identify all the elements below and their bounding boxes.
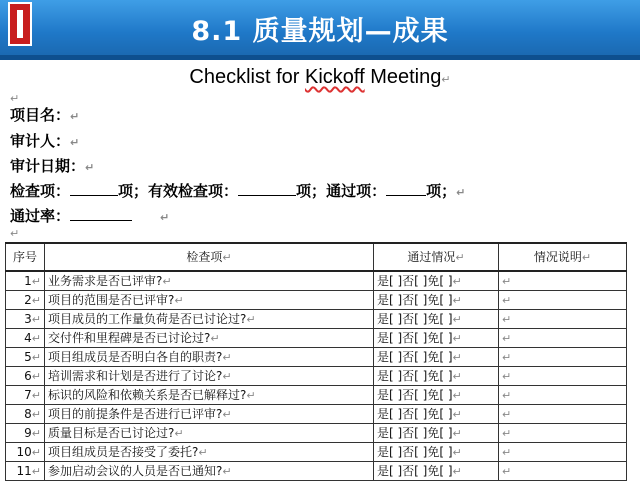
valid-items-blank[interactable] — [238, 180, 296, 196]
document-title-text — [189, 66, 441, 88]
row-check-item-text: 质量目标是否已讨论过? — [48, 425, 175, 440]
paragraph-mark: ↵ — [31, 350, 41, 364]
paragraph-mark: ↵ — [10, 92, 20, 105]
row-check-item — [45, 329, 374, 348]
check-items-label: 检查项： — [10, 182, 71, 200]
row-number-text: 5 — [24, 349, 32, 364]
table-row — [6, 462, 627, 481]
row-pass-status-text[interactable]: 是[ ]否[ ]免[ ] — [377, 463, 453, 478]
row-pass-status[interactable] — [374, 291, 499, 310]
row-pass-status-text[interactable]: 是[ ]否[ ]免[ ] — [377, 368, 453, 383]
checklist-table — [5, 242, 627, 481]
passed-items-unit: 项； — [426, 182, 457, 200]
paragraph-mark: ↵ — [502, 407, 512, 421]
row-check-item-text: 参加启动会议的人员是否已通知? — [48, 463, 223, 478]
row-number-text: 6 — [24, 368, 32, 383]
table-header-row — [6, 243, 627, 271]
row-pass-status[interactable] — [374, 271, 499, 291]
paragraph-mark: ↵ — [452, 293, 462, 307]
row-number — [6, 386, 45, 405]
row-pass-status-text[interactable]: 是[ ]否[ ]免[ ] — [377, 330, 453, 345]
row-check-item — [45, 405, 374, 424]
row-number — [6, 329, 45, 348]
paragraph-mark: ↵ — [502, 388, 512, 402]
paragraph-mark: ↵ — [452, 331, 462, 345]
title-banner — [0, 0, 640, 60]
paragraph-mark: ↵ — [452, 407, 462, 421]
paragraph-mark: ↵ — [31, 426, 41, 440]
paragraph-mark: ↵ — [502, 274, 512, 288]
row-pass-status-text[interactable]: 是[ ]否[ ]免[ ] — [377, 425, 453, 440]
row-check-item-text: 标识的风险和依赖关系是否已解释过? — [48, 387, 247, 402]
paragraph-mark: ↵ — [222, 407, 232, 421]
row-pass-status-text[interactable]: 是[ ]否[ ]免[ ] — [377, 273, 453, 288]
title-prefix: Checklist for — [189, 66, 305, 88]
row-notes[interactable] — [499, 443, 627, 462]
paragraph-mark: ↵ — [31, 445, 41, 459]
row-pass-status[interactable] — [374, 367, 499, 386]
row-number-text: 2 — [24, 292, 32, 307]
table-row — [6, 291, 627, 310]
auditor-field — [10, 130, 79, 151]
paragraph-mark: ↵ — [452, 312, 462, 326]
row-number — [6, 291, 45, 310]
row-check-item — [45, 348, 374, 367]
paragraph-mark: ↵ — [222, 369, 232, 383]
row-notes[interactable] — [499, 386, 627, 405]
row-check-item-text: 项目组成员是否明白各自的职责? — [48, 349, 223, 364]
row-check-item — [45, 424, 374, 443]
audit-date-label: 审计日期： — [10, 157, 86, 175]
row-pass-status[interactable] — [374, 424, 499, 443]
audit-date-field — [10, 155, 94, 176]
row-pass-status-text[interactable]: 是[ ]否[ ]免[ ] — [377, 387, 453, 402]
col-header-item — [45, 243, 374, 271]
row-pass-status[interactable] — [374, 386, 499, 405]
paragraph-mark: ↵ — [210, 331, 220, 345]
row-check-item-text: 项目组成员是否接受了委托? — [48, 444, 199, 459]
row-check-item-text: 项目的前提条件是否进行已评审? — [48, 406, 223, 421]
paragraph-mark: ↵ — [502, 312, 512, 326]
valid-items-label: 有效检查项： — [148, 182, 239, 200]
table-row — [6, 443, 627, 462]
col-header-number — [6, 243, 45, 271]
row-number-text: 1 — [24, 273, 32, 288]
paragraph-mark: ↵ — [31, 331, 41, 345]
row-notes[interactable] — [499, 291, 627, 310]
row-number-text: 9 — [24, 425, 32, 440]
passed-items-label: 通过项： — [326, 182, 387, 200]
row-number — [6, 271, 45, 291]
pass-rate-field — [10, 205, 169, 226]
title-kickoff-word: Kickoff — [304, 66, 365, 88]
row-number-text: 8 — [24, 406, 32, 421]
paragraph-mark: ↵ — [70, 110, 80, 123]
row-number — [6, 424, 45, 443]
paragraph-mark: ↵ — [31, 312, 41, 326]
row-notes[interactable] — [499, 348, 627, 367]
check-items-blank[interactable] — [70, 180, 118, 196]
row-pass-status[interactable] — [374, 310, 499, 329]
row-pass-status[interactable] — [374, 348, 499, 367]
row-notes[interactable] — [499, 367, 627, 386]
row-pass-status[interactable] — [374, 443, 499, 462]
row-number-text: 10 — [16, 444, 32, 459]
pass-rate-blank[interactable] — [70, 205, 132, 221]
row-number — [6, 443, 45, 462]
row-check-item — [45, 271, 374, 291]
row-notes[interactable] — [499, 462, 627, 481]
row-check-item-text: 项目的范围是否已评审? — [48, 292, 175, 307]
paragraph-mark: ↵ — [502, 445, 512, 459]
paragraph-mark: ↵ — [10, 227, 20, 240]
paragraph-mark: ↵ — [31, 388, 41, 402]
paragraph-mark: ↵ — [452, 369, 462, 383]
paragraph-mark: ↵ — [162, 274, 172, 288]
paragraph-mark: ↵ — [502, 426, 512, 440]
paragraph-mark: ↵ — [70, 136, 80, 149]
row-check-item — [45, 367, 374, 386]
table-row — [6, 310, 627, 329]
row-pass-status-text[interactable]: 是[ ]否[ ]免[ ] — [377, 406, 453, 421]
row-pass-status-text[interactable]: 是[ ]否[ ]免[ ] — [377, 292, 453, 307]
paragraph-mark: ↵ — [31, 293, 41, 307]
row-notes[interactable] — [499, 271, 627, 291]
row-pass-status-text[interactable]: 是[ ]否[ ]免[ ] — [377, 444, 453, 459]
auditor-label: 审计人： — [10, 132, 71, 150]
counts-field — [10, 180, 465, 201]
row-number-text: 4 — [24, 330, 32, 345]
paragraph-mark: ↵ — [160, 211, 170, 224]
paragraph-mark: ↵ — [198, 445, 208, 459]
paragraph-mark: ↵ — [502, 369, 512, 383]
row-notes[interactable] — [499, 329, 627, 348]
col-header-notes — [499, 243, 627, 271]
table-row — [6, 386, 627, 405]
paragraph-mark: ↵ — [456, 186, 466, 199]
row-check-item — [45, 386, 374, 405]
paragraph-mark: ↵ — [502, 293, 512, 307]
paragraph-mark: ↵ — [452, 464, 462, 478]
passed-items-blank[interactable] — [386, 180, 426, 196]
row-number — [6, 462, 45, 481]
row-notes[interactable] — [499, 310, 627, 329]
table-row — [6, 271, 627, 291]
paragraph-mark: ↵ — [31, 369, 41, 383]
row-number-text: 11 — [16, 463, 32, 478]
row-pass-status-text[interactable]: 是[ ]否[ ]免[ ] — [377, 311, 453, 326]
row-notes[interactable] — [499, 424, 627, 443]
paragraph-mark: ↵ — [441, 74, 451, 86]
table-row — [6, 348, 627, 367]
row-pass-status[interactable] — [374, 405, 499, 424]
row-number-text: 7 — [24, 387, 32, 402]
table-row — [6, 424, 627, 443]
col-header-item-text: 检查项 — [186, 249, 223, 264]
paragraph-mark: ↵ — [246, 388, 256, 402]
row-number — [6, 367, 45, 386]
paragraph-mark: ↵ — [581, 250, 592, 264]
row-pass-status[interactable] — [374, 462, 499, 481]
banner-divider — [0, 55, 640, 60]
paragraph-mark: ↵ — [452, 445, 462, 459]
row-check-item-text: 项目成员的工作量负荷是否已讨论过? — [48, 311, 247, 326]
paragraph-mark: ↵ — [452, 274, 462, 288]
paragraph-mark: ↵ — [452, 426, 462, 440]
table-row — [6, 405, 627, 424]
paragraph-mark: ↵ — [174, 426, 184, 440]
paragraph-mark: ↵ — [85, 161, 95, 174]
paragraph-mark: ↵ — [222, 250, 232, 264]
paragraph-mark: ↵ — [31, 407, 41, 421]
valid-items-unit: 项； — [296, 182, 327, 200]
paragraph-mark: ↵ — [502, 464, 512, 478]
project-name-label: 项目名： — [10, 106, 71, 124]
col-header-notes-text: 情况说明 — [533, 249, 582, 264]
paragraph-mark: ↵ — [31, 464, 41, 478]
paragraph-mark: ↵ — [222, 350, 232, 364]
row-notes[interactable] — [499, 405, 627, 424]
row-number — [6, 348, 45, 367]
row-check-item-text: 交付件和里程碑是否已讨论过? — [48, 330, 211, 345]
table-row — [6, 329, 627, 348]
row-pass-status-text[interactable]: 是[ ]否[ ]免[ ] — [377, 349, 453, 364]
table-row — [6, 367, 627, 386]
title-suffix: Meeting — [364, 66, 442, 88]
check-items-unit: 项； — [118, 182, 149, 200]
paragraph-mark: ↵ — [222, 464, 232, 478]
row-number — [6, 310, 45, 329]
row-check-item — [45, 310, 374, 329]
project-name-field — [10, 104, 79, 125]
paragraph-mark: ↵ — [246, 312, 256, 326]
row-check-item — [45, 443, 374, 462]
row-pass-status[interactable] — [374, 329, 499, 348]
paragraph-mark: ↵ — [502, 350, 512, 364]
col-header-status — [374, 243, 499, 271]
row-number-text: 3 — [24, 311, 32, 326]
slide-title: 8.1 质量规划—成果 — [191, 16, 449, 47]
row-number — [6, 405, 45, 424]
paragraph-mark: ↵ — [452, 350, 462, 364]
paragraph-mark: ↵ — [174, 293, 184, 307]
paragraph-mark: ↵ — [452, 388, 462, 402]
col-header-status-text: 通过情况 — [407, 249, 456, 264]
pass-rate-label: 通过率： — [10, 207, 71, 225]
row-check-item — [45, 291, 374, 310]
paragraph-mark: ↵ — [31, 274, 41, 288]
paragraph-mark: ↵ — [455, 250, 465, 264]
row-check-item-text: 业务需求是否已评审? — [48, 273, 163, 288]
document-title — [0, 66, 640, 89]
row-check-item — [45, 462, 374, 481]
paragraph-mark: ↵ — [502, 331, 512, 345]
col-header-number-text: 序号 — [12, 249, 37, 264]
row-check-item-text: 培训需求和计划是否进行了讨论? — [48, 368, 223, 383]
